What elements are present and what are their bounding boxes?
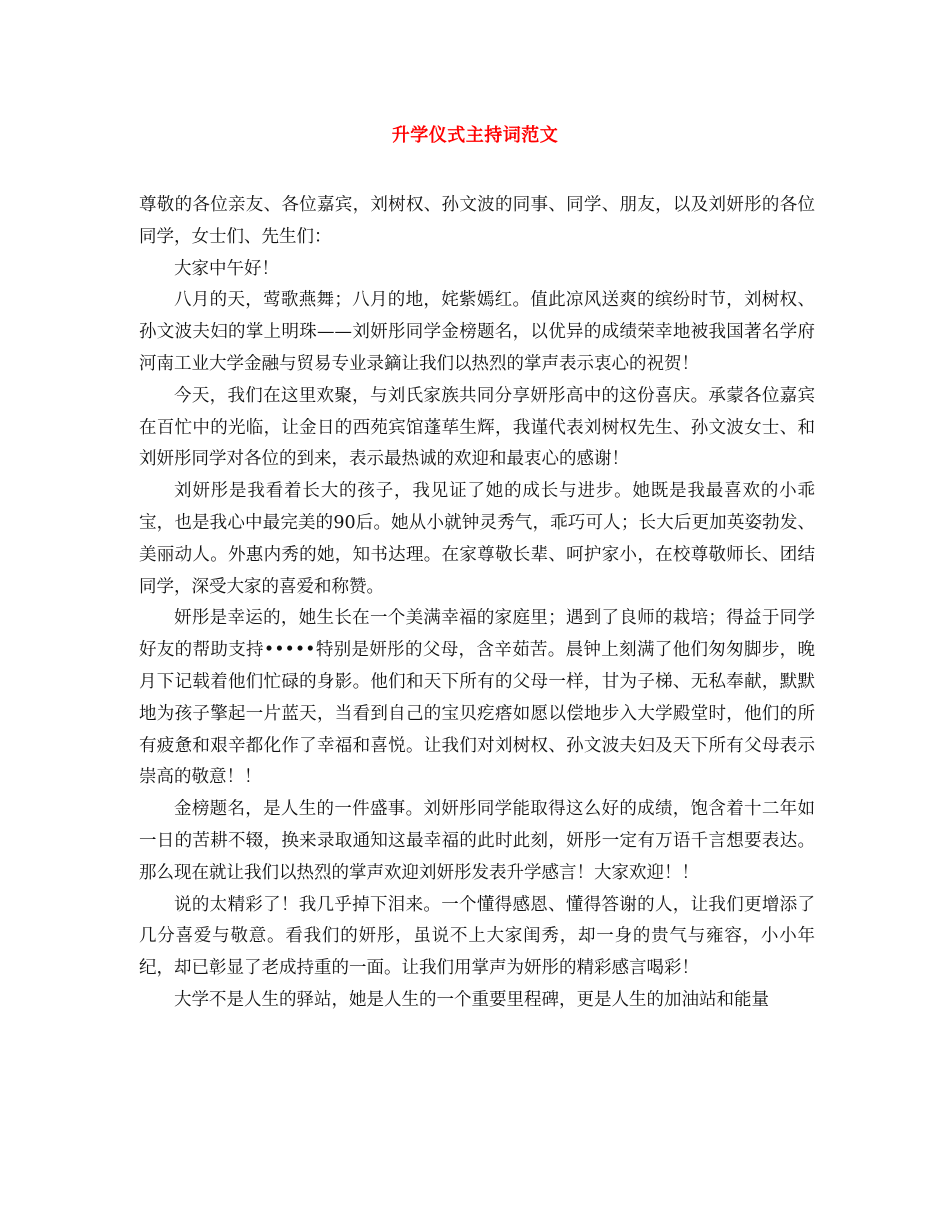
body-paragraph: 刘妍彤是我看着长大的孩子，我见证了她的成长与进步。她既是我最喜欢的小乖宝，也是我心中最完美的90后。她从小就钟灵秀气，乖巧可人；长大后更加英姿勃发、美丽动人。外惠内秀的她，知书达理。在家尊敬长辈、呵护家小，在校尊敬师长、团结同学，深受大家的喜爱和称赞。 [139, 481, 815, 597]
document-title: 升学仪式主持词范文 [391, 125, 559, 146]
greeting-paragraph: 大家中午好！ [174, 258, 279, 279]
body-paragraph: 说的太精彩了！我几乎掉下泪来。一个懂得感恩、懂得答谢的人，让我们更增添了几分喜爱与敬意。看我们的妍彤，虽说不上大家闺秀，却一身的贵气与雍容，小小年纪，却已彰显了老成持重的一面。让我们用掌声为妍彤的精彩感言喝彩！ [139, 894, 815, 979]
body-paragraph: 金榜题名，是人生的一件盛事。刘妍彤同学能取得这么好的成绩，饱含着十二年如一日的苦耕不辍，换来录取通知这最幸福的此时此刻，妍彤一定有万语千言想要表达。那么现在就让我们以热烈的掌声欢迎刘妍彤发表升学感言！大家欢迎！！ [139, 799, 815, 883]
body-paragraph: 大学不是人生的驿站，她是人生的一个重要里程碑，更是人生的加油站和能量 [174, 989, 769, 1010]
salutation-paragraph: 尊敬的各位亲友、各位嘉宾，刘树权、孙文波的同事、同学、朋友，以及刘妍彤的各位同学，女士们、先生们： [139, 195, 815, 247]
document-body [139, 190, 815, 1017]
body-paragraph: 八月的天，莺歌燕舞；八月的地，姹紫嫣红。值此凉风送爽的缤纷时节，刘树权、孙文波夫妇的掌上明珠——刘妍彤同学金榜题名，以优异的成绩荣幸地被我国著名学府河南工业大学金融与贸易专业录鏑让我们以热烈的掌声表示衷心的祝贺！ [139, 290, 815, 374]
body-paragraph: 今天，我们在这里欢聚，与刘氏家族共同分享妍彤高中的这份喜庆。承蒙各位嘉宾在百忙中的光临，让金日的西苑宾馆蓬荜生辉，我谨代表刘树权先生、孙文波女士、和刘妍彤同学对各位的到来，表示最热诚的欢迎和最衷心的感谢！ [139, 385, 815, 470]
body-paragraph: 妍彤是幸运的，她生长在一个美满幸福的家庭里；遇到了良师的栽培；得益于同学好友的帮助支持•••••特别是妍彤的父母，含辛茹苦。晨钟上刻满了他们匆匆脚步，晚月下记载着他们忙碌的身影。他们和天下所有的父母一样，甘为子梯、无私奉献，默默地为孩子擎起一片蓝天，当看到自己的宝贝疙瘩如愿以偿地步入大学殿堂时，他们的所有疲惫和艰辛都化作了幸福和喜悦。让我们对刘树权、孙文波夫妇及天下所有父母表示崇高的敬意！！ [139, 608, 815, 788]
